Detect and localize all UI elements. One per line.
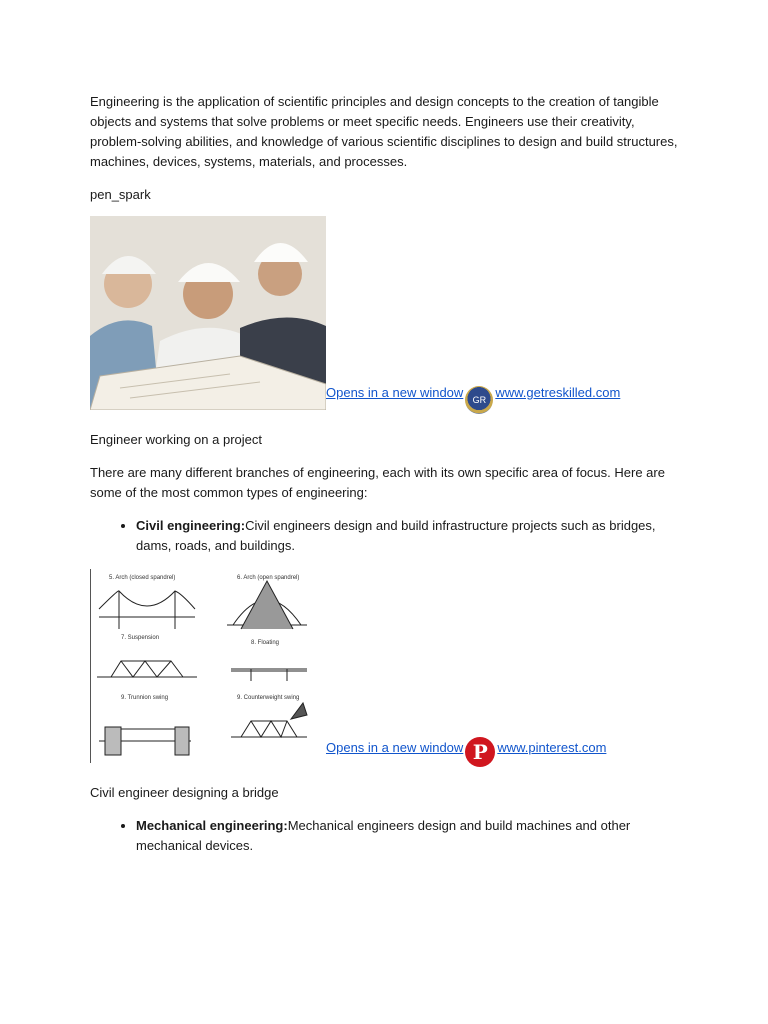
getreskilled-logo-icon: GR bbox=[465, 386, 493, 414]
pinterest-logo-icon: P bbox=[465, 737, 495, 767]
mechanical-text: Mechanical engineers design and build machines and other mechanical devices. bbox=[136, 818, 631, 853]
mechanical-list bbox=[90, 816, 682, 856]
document-body bbox=[90, 92, 682, 856]
intro-paragraph: Engineering is the application of scientific principles and design concepts to the creation of tangible objects and systems that solve problems or meet specific needs. Engineers use their creativity, problem-solving abilities, and knowledge of various scientific disciplines to design and build structures, machines, devices, systems, materials, and processes. bbox=[90, 94, 678, 169]
bridge-label-counterweight: 9. Counterweight swing bbox=[237, 695, 300, 701]
civil-title: Civil engineering: bbox=[136, 518, 246, 533]
image1-source-link[interactable]: www.getreskilled.com bbox=[495, 385, 621, 400]
image2-source-link[interactable]: www.pinterest.com bbox=[497, 740, 607, 755]
engineers-image-row bbox=[90, 216, 682, 412]
image1-caption: Engineer working on a project bbox=[90, 432, 262, 447]
image2-caption: Civil engineer designing a bridge bbox=[90, 785, 279, 800]
bridge-label-trunnion: 9. Trunnion swing bbox=[121, 695, 169, 701]
bridge-label-arch-open: 6. Arch (open spandrel) bbox=[237, 575, 300, 581]
bridges-drawing bbox=[91, 569, 327, 763]
bridge-label-floating: 8. Floating bbox=[251, 640, 280, 646]
bridges-image-row bbox=[90, 569, 682, 765]
civil-text: Civil engineers design and build infrastructure projects such as bridges, dams, roads, and buildings. bbox=[136, 518, 656, 553]
engineers-photo bbox=[90, 216, 326, 410]
image1-open-link[interactable]: Opens in a new window bbox=[326, 385, 464, 400]
pen-spark-label: pen_spark bbox=[90, 187, 151, 202]
bridge-label-suspension: 7. Suspension bbox=[121, 635, 160, 641]
image2-open-link[interactable]: Opens in a new window bbox=[326, 740, 464, 755]
civil-list bbox=[90, 516, 682, 556]
engineers-photo-drawing bbox=[90, 216, 326, 410]
list-item-mechanical bbox=[136, 816, 682, 856]
bridge-label-arch-closed: 5. Arch (closed spandrel) bbox=[109, 575, 176, 581]
image2-source-line bbox=[326, 737, 606, 767]
branches-paragraph: There are many different branches of engineering, each with its own specific area of focus. Here are some of the most common types of engineering: bbox=[90, 465, 665, 500]
mechanical-title: Mechanical engineering: bbox=[136, 818, 288, 833]
bridges-diagram bbox=[90, 569, 327, 763]
list-item-civil bbox=[136, 516, 682, 556]
image1-source-line bbox=[326, 383, 620, 414]
